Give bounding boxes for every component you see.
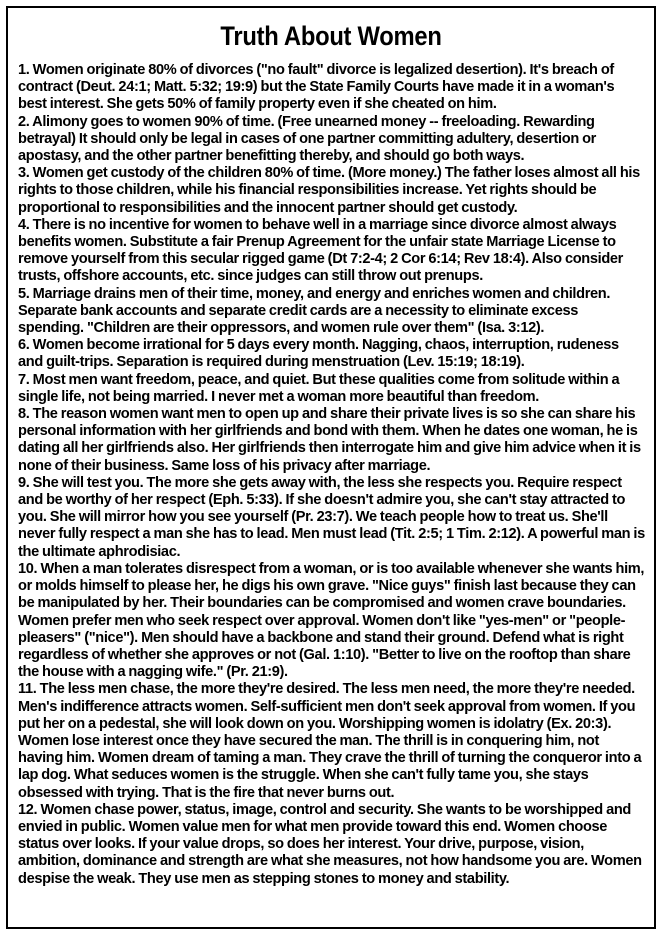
point-10: 10. When a man tolerates disrespect from a woman, or is too available whenever she wants him, or molds himself to please her, he digs his own grave. "Nice guys" finish last because they can be manipulated by her. Their boundaries can be compromised and women crave boundaries. Women prefer men who seek respect over approval. Women don't like "yes-men" or "people-pleasers" ("nice"). Men should have a backbone and stand their ground. Defend what is right regardless of whether she approves or not (Gal. 1:10). "Better to live on the rooftop than share the house with a nagging wife." (Pr. 21:9).	[18, 560, 645, 681]
point-7: 7. Most men want freedom, peace, and quiet. But these qualities come from solitude within a single life, not being married. I never met a woman more beautiful than freedom.	[18, 371, 620, 405]
point-4: 4. There is no incentive for women to behave well in a marriage since divorce almost always benefits women. Substitute a fair Prenup Agreement for the unfair state Marriage License to remove yourself from this secular rigged game (Dt 7:2-4; 2 Cor 6:14; Rev 18:4). Also consider trusts, offshore accounts, etc. since judges can still throw out prenups.	[18, 216, 623, 285]
document-title: Truth About Women	[220, 21, 442, 51]
point-6: 6. Women become irrational for 5 days every month. Nagging, chaos, interruption, rudeness and guilt-trips. Separation is required during menstruation (Lev. 15:19; 18:19).	[18, 337, 619, 371]
point-2: 2. Alimony goes to women 90% of time. (Free unearned money -- freeloading. Rewarding betrayal) It should only be legal in cases of one partner committing adultery, desertion or apostasy, and the other partner benefitting thereby, and should go both ways.	[18, 113, 596, 165]
point-12: 12. Women chase power, status, image, control and security. She wants to be worshipped and envied in public. Women value men for what men provide toward this end. Women choose status over looks. If your value drops, so does her interest. Your drive, purpose, vision, ambition, dominance and strength are what she measures, not how handsome you are. Women despise the weak. They use men as stepping stones to money and stability.	[18, 801, 642, 887]
point-9: 9. She will test you. The more she gets away with, the less she respects you. Require respect and be worthy of her respect (Eph. 5:33). If she doesn't admire you, she can't stay attracted to you. She will mirror how you see yourself (Pr. 23:7). We teach people how to treat us. She'll never fully respect a man she has to lead. Men must lead (Tit. 2:5; 1 Tim. 2:12). A powerful man is the ultimate aphrodisiac.	[18, 474, 645, 560]
point-8: 8. The reason women want men to open up and share their private lives is so she can share his personal information with her girlfriends and bond with them. When he dates one woman, he is dating all her girlfriends also. Her girlfriends then interrogate him and give him advice when it is none of their business. Same loss of his privacy after marriage.	[18, 406, 641, 474]
point-1: 1. Women originate 80% of divorces ("no fault" divorce is legalized desertion). It's breach of contract (Deut. 24:1; Matt. 5:32; 19:9) but the State Family Courts have made it in a woman's best interest. She gets 50% of family property even if she cheated on him.	[18, 62, 615, 113]
point-5: 5. Marriage drains men of their time, money, and energy and enriches women and children. Separate bank accounts and separate credit cards are a necessity to eliminate excess spending. "Children are their oppressors, and women rule over them" (Isa. 3:12).	[18, 285, 611, 337]
document-page	[6, 6, 656, 929]
point-3: 3. Women get custody of the children 80% of time. (More money.) The father loses almost all his rights to those children, while his financial responsibilities increase. Yet rights should be proportional to responsibilities and the innocent partner should get custody.	[18, 165, 640, 216]
point-11: 11. The less men chase, the more they're desired. The less men need, the more they're needed. Men's indifference attracts women. Self-sufficient men don't seek approval from women. If you put her on a pedestal, she will look down on you. Worshipping women is idolatry (Ex. 20:3). Women lose interest once they have secured the man. The thrill is in conquering him, not having him. Women dream of taming a man. They crave the thrill of turning the conqueror into a lap dog. What seduces women is the struggle. When she can't fully tame you, she stays obsessed with trying. That is the fire that never burns out.	[18, 681, 642, 801]
document-body	[8, 62, 646, 888]
